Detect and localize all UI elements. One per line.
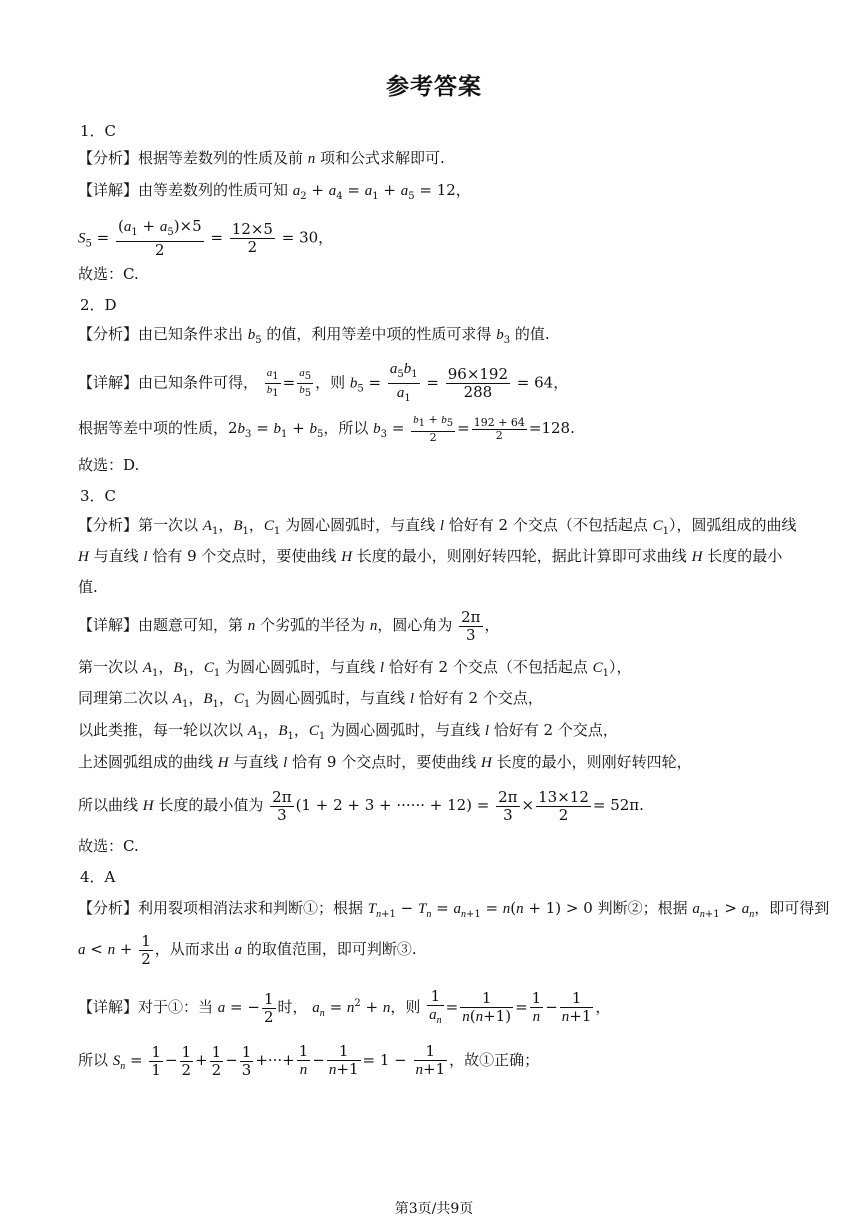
q4-sum: 所以 $S_n$ = $\frac{1}{1}$ − $\frac{1}{2}$ + $\frac{1}{2}$ − $\frac{1}{3}$ +···+ $\frac{1}{n}$ − $\frac{1}{n+1}$ = 1 − $\frac{1}{n+1}$ ，故①正确； <box>78 1042 540 1079</box>
q4-detail: 【详解】对于①：当 a = − $\frac{1}{2}$ 时， $a_n = n^2 + n$，则 $\frac{1}{a_n}$ = $\frac{1}{n(n+1)}$ = $\frac{1}{n}$ − $\frac{1}{n+1}$ ， <box>78 986 611 1026</box>
q3-answer: 3．C <box>80 487 117 505</box>
q3-line-3: 以此类推，每一轮以次以 $A_1$，$B_1$，$C_1$ 为圆心圆弧时，与直线 l 恰好有 2 个交点， <box>78 721 618 742</box>
q3-line-5: 所以曲线 H 长度的最小值为 $\frac{2\pi}{3}$ (1 + 2 + 3 + ······ + 12) = $\frac{2\pi}{3}$ × $\frac{13\times 12}{2}$ = 52π. <box>78 787 644 824</box>
q4-analysis-1: 【分析】利用裂项相消法求和判断①；根据 $T_{n+1} - T_n = a_{n+1} = n(n + 1) > 0$ 判断②；根据 $a_{n+1} > a_n$，即可得到 <box>78 899 830 920</box>
q2-answer: 2．D <box>80 296 117 314</box>
q4-analysis-2: a < n + $\frac{1}{2}$ ，从而求出 a 的取值范围，即可判断③. <box>78 931 417 968</box>
q1-choice: 故选：C. <box>78 265 139 283</box>
page-footer: 第3页/共9页 <box>394 1201 474 1217</box>
page-title: 参考答案 <box>386 74 482 100</box>
q3-analysis-1: 【分析】第一次以 $A_1$，$B_1$，$C_1$ 为圆心圆弧时，与直线 l 恰好有 2 个交点（不包括起点 $C_1$），圆弧组成的曲线 <box>78 516 797 537</box>
q3-line-2: 同理第二次以 $A_1$，$B_1$，$C_1$ 为圆心圆弧时，与直线 l 恰好有 2 个交点， <box>78 689 543 710</box>
q2-choice: 故选：D. <box>78 456 140 474</box>
q2-analysis: 【分析】由已知条件求出 $b_5$ 的值，利用等差中项的性质可求得 $b_3$ 的值. <box>78 325 550 346</box>
q3-analysis-3: 值. <box>78 578 98 596</box>
q1-analysis: 【分析】根据等差数列的性质及前 n 项和公式求解即可. <box>78 149 445 167</box>
q3-line-4: 上述圆弧组成的曲线 H 与直线 l 恰有 9 个交点时，要使曲线 H 长度的最小，则刚好转四轮， <box>78 753 692 771</box>
q1-answer: 1．C <box>80 122 117 140</box>
q3-choice: 故选：C. <box>78 837 139 855</box>
q2-detail: 【详解】由已知条件可得， $\frac{a_1}{b_1}$ = $\frac{a_5}{b_5}$ ，则 $b_5$ = $\frac{a_5b_1}{a_1}$ = $\frac{96\times 192}{288}$ = 64， <box>78 361 569 404</box>
q3-line-1: 第一次以 $A_1$，$B_1$，$C_1$ 为圆心圆弧时，与直线 l 恰好有 2 个交点（不包括起点 $C_1$）， <box>78 658 632 679</box>
q3-detail: 【详解】由题意可知，第 n 个劣弧的半径为 n，圆心角为 $\frac{2\pi}{3}$ ， <box>78 607 500 644</box>
q2-middle: 根据等差中项的性质，$2b_3 = b_1 + b_5$，所以 $b_3$ = $\frac{b_1 + b_5}{2}$ = $\frac{192 + 64}{2}$ =128. <box>78 413 575 444</box>
q1-formula: $S_5$ = $\frac{(a_1 + a_5)\times 5}{2}$ = $\frac{12\times 5}{2}$ = 30， <box>78 217 334 259</box>
q4-answer: 4．A <box>80 868 116 886</box>
q1-detail: 【详解】由等差数列的性质可知 $a_2 + a_4 = a_1 + a_5 = 12$， <box>78 181 471 202</box>
q3-analysis-2: H 与直线 l 恰有 9 个交点时，要使曲线 H 长度的最小，则刚好转四轮，据此计算即可求曲线 H 长度的最小 <box>78 547 783 565</box>
